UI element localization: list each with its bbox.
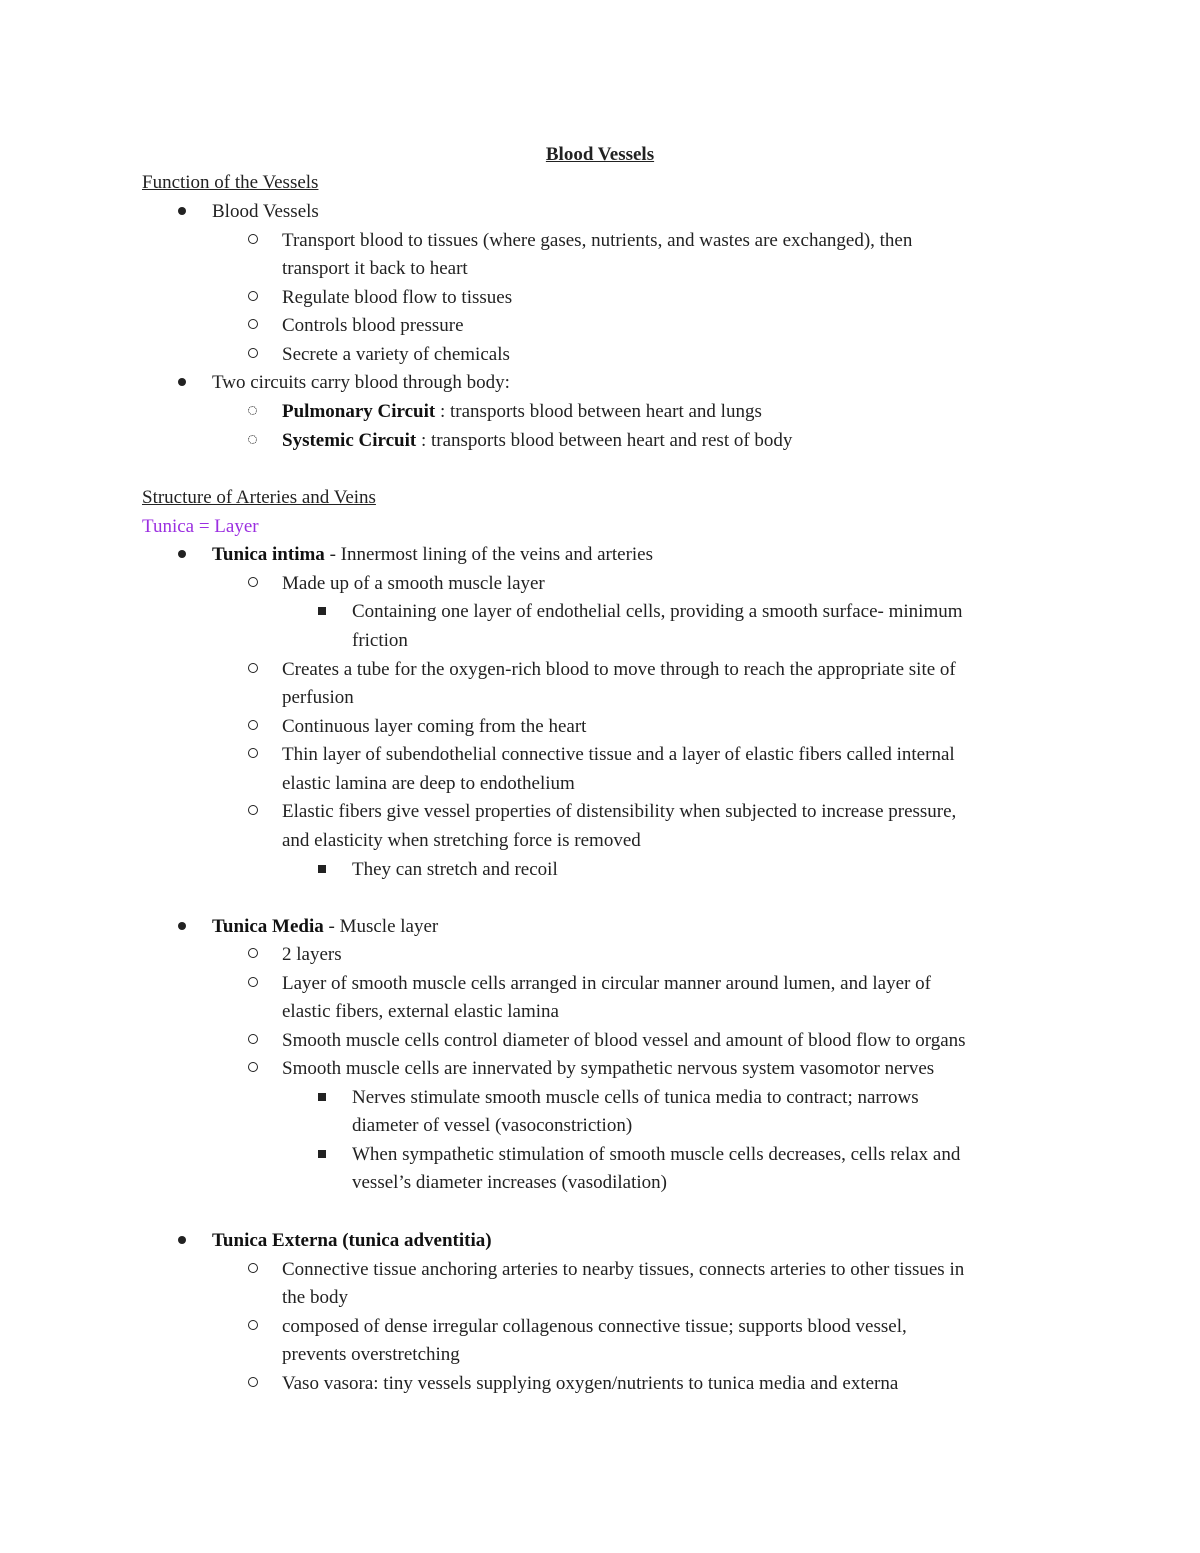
list-item: Made up of a smooth muscle layer [282,573,545,594]
bullet-circle-icon [248,314,258,338]
bullet-circle-icon [248,743,258,767]
list-item-continuation: the body [282,1287,348,1308]
list-item: Transport blood to tissues (where gases, nutrients, and wastes are exchanged), then [282,230,913,251]
bullet-circle-icon [248,1029,258,1053]
list-item: Thin layer of subendothelial connective tissue and a layer of elastic fibers called internal [282,744,955,765]
bullet-square-icon [318,858,326,882]
list-item: Smooth muscle cells control diameter of blood vessel and amount of blood flow to organs [282,1030,966,1051]
bullet-circle-icon [248,1372,258,1396]
bullet-disc-icon [178,200,186,224]
list-item-continuation: perfusion [282,687,354,708]
list-item: Regulate blood flow to tissues [282,287,513,308]
term-pulmonary-circuit: Pulmonary Circuit [282,401,436,422]
list-item-continuation: friction [352,630,408,651]
list-item-continuation: vessel’s diameter increases (vasodilation) [352,1172,667,1193]
list-item-continuation: elastic fibers, external elastic lamina [282,1001,559,1022]
list-item: Layer of smooth muscle cells arranged in circular manner around lumen, and layer of [282,973,931,994]
bullet-circle-icon [248,343,258,367]
list-item: Containing one layer of endothelial cells, providing a smooth surface- minimum [352,601,963,622]
term-definition: : transports blood between heart and lungs [435,401,762,422]
tunica-note: Tunica = Layer [142,516,259,537]
bullet-circle-icon [248,800,258,824]
list-item-continuation: prevents overstretching [282,1344,460,1365]
list-item [212,543,653,567]
bullet-disc-icon [178,543,186,567]
bullet-circle-icon [248,1258,258,1282]
list-item [282,429,792,453]
section-heading-function: Function of the Vessels [142,172,319,193]
bullet-circle-icon [248,715,258,739]
term-tunica-externa: Tunica Externa (tunica adventitia) [212,1230,492,1251]
bullet-circle-icon [248,1057,258,1081]
bullet-disc-icon [178,1229,186,1253]
list-item: Elastic fibers give vessel properties of distensibility when subjected to increase pressure, [282,801,957,822]
list-item [212,1229,492,1253]
list-item: Continuous layer coming from the heart [282,716,587,737]
list-item [282,400,762,424]
list-item: Smooth muscle cells are innervated by sympathetic nervous system vasomotor nerves [282,1058,935,1079]
bullet-disc-icon [178,371,186,395]
list-item: Secrete a variety of chemicals [282,344,510,365]
list-item: Controls blood pressure [282,315,464,336]
list-item: composed of dense irregular collagenous connective tissue; supports blood vessel, [282,1316,907,1337]
list-item-continuation: transport it back to heart [282,258,468,279]
list-item-continuation: and elasticity when stretching force is removed [282,830,641,851]
list-item-continuation: elastic lamina are deep to endothelium [282,773,575,794]
list-item: 2 layers [282,944,342,965]
bullet-circle-icon [248,943,258,967]
list-item: Connective tissue anchoring arteries to nearby tissues, connects arteries to other tissues in [282,1259,965,1280]
list-item: Blood Vessels [212,201,319,222]
bullet-circle-icon [248,658,258,682]
list-item: Vaso vasora: tiny vessels supplying oxygen/nutrients to tunica media and externa [282,1373,899,1394]
bullet-dotted-circle-icon [248,429,257,453]
bullet-circle-icon [248,1315,258,1339]
bullet-dotted-circle-icon [248,400,257,424]
term-systemic-circuit: Systemic Circuit [282,430,417,451]
bullet-square-icon [318,600,326,624]
list-item: They can stretch and recoil [352,859,558,880]
page-title: Blood Vessels [545,144,655,165]
bullet-disc-icon [178,915,186,939]
list-item: Two circuits carry blood through body: [212,372,510,393]
section-heading-structure: Structure of Arteries and Veins [142,487,376,508]
term-definition: - Muscle layer [323,916,439,937]
list-item-continuation: diameter of vessel (vasoconstriction) [352,1115,633,1136]
bullet-circle-icon [248,286,258,310]
bullet-circle-icon [248,972,258,996]
bullet-circle-icon [248,229,258,253]
list-item: When sympathetic stimulation of smooth muscle cells decreases, cells relax and [352,1144,961,1165]
list-item: Creates a tube for the oxygen-rich blood to move through to reach the appropriate site of [282,659,956,680]
term-tunica-intima: Tunica intima [212,544,325,565]
term-definition: : transports blood between heart and rest of body [416,430,793,451]
term-tunica-media: Tunica Media [212,916,324,937]
bullet-square-icon [318,1143,326,1167]
list-item: Nerves stimulate smooth muscle cells of tunica media to contract; narrows [352,1087,919,1108]
bullet-square-icon [318,1086,326,1110]
term-definition: - Innermost lining of the veins and arteries [324,544,653,565]
bullet-circle-icon [248,572,258,596]
list-item [212,915,438,939]
